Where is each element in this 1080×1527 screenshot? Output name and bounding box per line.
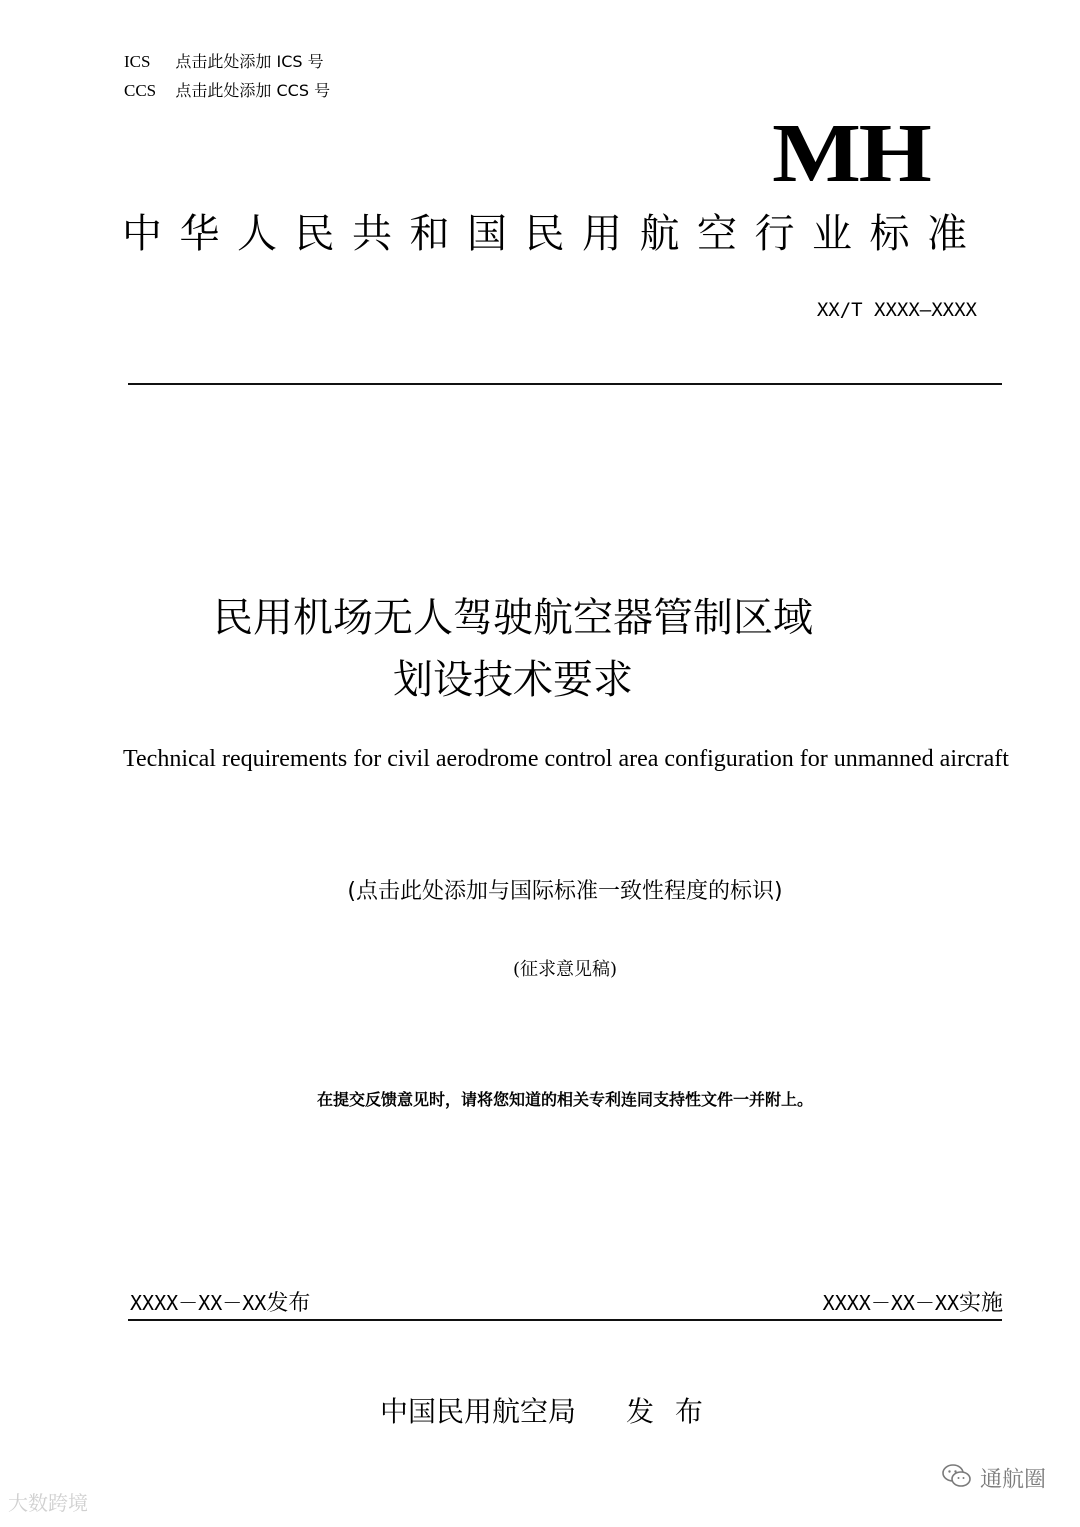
ics-field[interactable]: 点击此处添加 ICS 号	[175, 52, 324, 71]
watermark-left	[8, 1488, 88, 1518]
watermark-right-text: 通航圈	[979, 1467, 1046, 1493]
standard-number: XX/T XXXX—XXXX	[816, 299, 977, 321]
patent-notice: 在提交反馈意见时，请将您知道的相关专利连同支持性文件一并附上。	[316, 1090, 813, 1109]
ccs-line	[124, 81, 330, 101]
issuer-line	[380, 1392, 709, 1432]
watermark-right	[942, 1463, 1046, 1498]
publish-label: 发布	[266, 1291, 311, 1316]
watermark-left-text: 大数跨境	[8, 1491, 88, 1515]
consistency-note[interactable]: (点击此处添加与国际标准一致性程度的标识)	[347, 879, 783, 904]
effective-label: 实施	[958, 1291, 1003, 1316]
ics-line	[124, 52, 324, 72]
document-title-line2: 划设技术要求	[393, 657, 633, 703]
ccs-label: CCS	[124, 81, 157, 100]
issuer-name: 中国民用航空局	[380, 1395, 577, 1428]
effective-date-value: XXXX－XX－XX	[822, 1291, 959, 1315]
ccs-field[interactable]: 点击此处添加 CCS 号	[175, 81, 331, 100]
footer-divider	[128, 1319, 1002, 1321]
english-title: Technical requirements for civil aerodrome control area configuration for unmanned aircraft	[123, 746, 1009, 772]
header-divider	[128, 383, 1002, 385]
publish-date-value: XXXX－XX－XX	[130, 1291, 267, 1315]
wechat-icon	[942, 1463, 972, 1498]
standard-type-heading: 中华人民共和国民用航空行业标准	[122, 211, 985, 257]
ics-label: ICS	[124, 52, 151, 71]
draft-status: (征求意见稿)	[512, 959, 618, 980]
publish-date	[130, 1288, 310, 1319]
document-title-line1: 民用机场无人驾驶航空器管制区域	[213, 595, 813, 641]
effective-date	[823, 1288, 1003, 1319]
mh-logo: MH	[772, 107, 930, 200]
issuer-action: 发 布	[626, 1395, 709, 1428]
